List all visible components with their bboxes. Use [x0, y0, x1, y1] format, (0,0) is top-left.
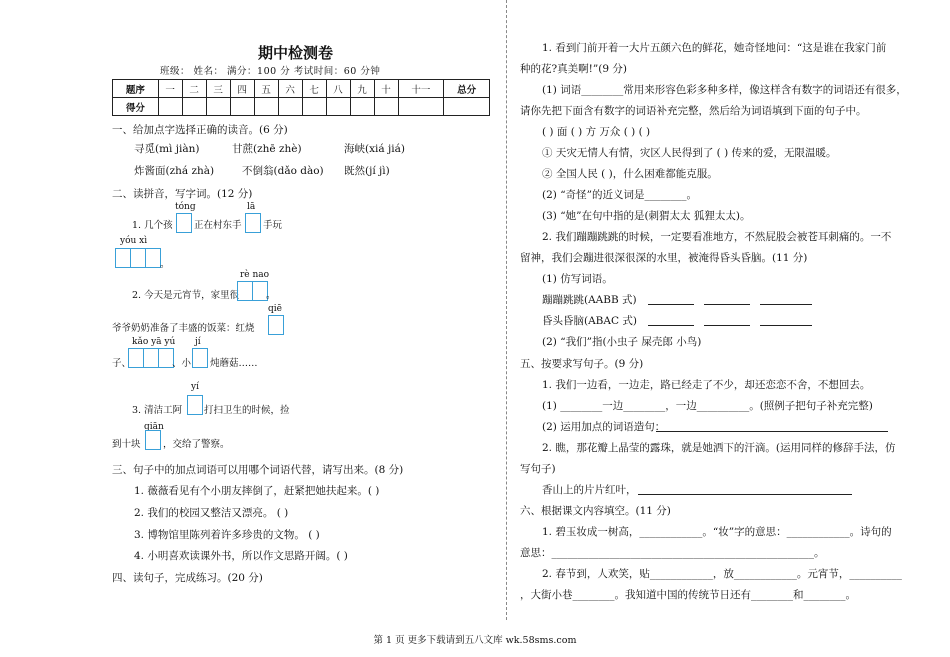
- writing-box-group[interactable]: [237, 281, 267, 301]
- passage-1: 1. 看到门前开着一大片五颜六色的鲜花，她奇怪地问：“这是谁在我家门前: [542, 42, 887, 54]
- q3-title: 三、句子中的加点词语可以用哪个词语代替，请写出来。(8 分): [112, 464, 404, 476]
- answer-line[interactable]: [704, 304, 750, 305]
- score-input[interactable]: [254, 98, 278, 116]
- q1-item: 不倒翁(dǎo dào): [242, 165, 324, 177]
- pinyin: qiē: [268, 304, 282, 314]
- q1-item: 炸酱面(zhá zhà): [134, 165, 215, 177]
- score-cell: 二: [182, 80, 206, 98]
- score-input[interactable]: [302, 98, 326, 116]
- answer-line[interactable]: [648, 325, 694, 326]
- answer-line[interactable]: [760, 304, 812, 305]
- question-text: 写句子): [520, 463, 556, 475]
- q2-text: 。: [266, 290, 276, 301]
- q3-item: 1. 薇薇看见有个小朋友摔倒了，赶紧把她扶起来。( ): [134, 485, 380, 497]
- score-input[interactable]: [230, 98, 254, 116]
- score-cell: 总分: [444, 80, 490, 98]
- q1-title: 一、给加点字选择正确的读音。(6 分): [112, 124, 288, 136]
- fill-sentence[interactable]: ① 天灾无情人有情，灾区人民得到了 ( ) 传来的爱，无限温暖。: [542, 147, 837, 159]
- page-title: 期中检测卷: [258, 44, 334, 62]
- q2-text: 3. 清洁工阿: [132, 405, 183, 416]
- fill-sentence[interactable]: ② 全国人民 ( )，什么困难都能克服。: [542, 168, 718, 180]
- q1-item: 既然(jí jì): [344, 165, 390, 177]
- question-text[interactable]: (3) “她”在句中指的是(刺猬太太 狐狸太太)。: [542, 210, 751, 222]
- question-text[interactable]: 1. 碧玉妆成一树高，____________。“妆”字的意思：____________。诗句的: [542, 526, 892, 538]
- answer-line[interactable]: [648, 304, 694, 305]
- q2-text: 手玩: [263, 220, 283, 231]
- q3-item: 3. 博物馆里陈列着许多珍贵的文物。 ( ): [134, 529, 320, 541]
- question-text: 2. 瞧，那花瓣上晶莹的露珠，就是她洒下的汗滴。(运用同样的修辞手法，仿: [542, 442, 896, 454]
- q2-text: 2. 今天是元宵节，家里很: [132, 290, 240, 301]
- score-input[interactable]: [206, 98, 230, 116]
- score-input[interactable]: [278, 98, 302, 116]
- question-text[interactable]: 意思：__________________________________________________。: [520, 547, 825, 559]
- question-text[interactable]: (1) ________一边________，一边__________。(照例子把句子补充完整): [542, 400, 873, 412]
- q6-title: 六、根据课文内容填空。(11 分): [520, 505, 671, 517]
- passage-1: 种的花?真美啊!”(9 分): [520, 63, 627, 75]
- q3-item: 4. 小明喜欢读课外书，所以作文思路开阔。( ): [134, 550, 348, 562]
- score-label: 得分: [113, 98, 159, 116]
- writing-box[interactable]: [268, 315, 284, 335]
- answer-line[interactable]: [656, 431, 888, 432]
- q1-item: 甘蔗(zhē zhè): [232, 143, 302, 155]
- score-cell: 题序: [113, 80, 159, 98]
- q2-text: 正在村东手: [194, 220, 242, 231]
- q2-text: 。: [160, 259, 170, 270]
- fill-blank[interactable]: ( ) 面 ( ) 方 万众 ( ) ( ): [542, 126, 651, 138]
- imitation-label: 蹦蹦跳跳(AABB 式): [542, 294, 637, 306]
- answer-line[interactable]: [704, 325, 750, 326]
- score-table: [112, 79, 490, 116]
- column-divider: [506, 0, 507, 620]
- question-text: 请你先把下面含有数字的词语补充完整，然后给为词语填到下面的句子中。: [520, 105, 867, 117]
- pinyin: jí: [195, 337, 201, 347]
- score-cell: 十: [374, 80, 398, 98]
- pinyin: rè nao: [240, 270, 270, 280]
- writing-box-group[interactable]: [128, 348, 173, 368]
- question-text: (1) 词语________常用来形容色彩多种多样，像这样含有数字的词语还有很多，: [542, 84, 907, 96]
- question-text: 香山上的片片红叶，: [542, 484, 637, 496]
- q2-text: 爷爷奶奶准备了丰盛的饭菜：红烧: [112, 323, 255, 334]
- score-cell: 六: [278, 80, 302, 98]
- q1-item: 寻觅(mì jiàn): [134, 143, 200, 155]
- score-input[interactable]: [374, 98, 398, 116]
- score-input[interactable]: [158, 98, 182, 116]
- pinyin: lā: [247, 202, 256, 212]
- q4-title: 四、读句子，完成练习。(20 分): [112, 572, 263, 584]
- question-text: 1. 我们一边看，一边走，路已经走了不少，却还恋恋不舍，不想回去。: [542, 379, 871, 391]
- pinyin: yóu xì: [120, 236, 148, 246]
- writing-box[interactable]: [187, 395, 203, 415]
- score-cell: 九: [350, 80, 374, 98]
- answer-line[interactable]: [638, 494, 852, 495]
- q2-text: 炖蘑菇……: [210, 358, 258, 369]
- writing-box[interactable]: [245, 213, 261, 233]
- page-footer: 第 1 页 更多下载请到五八文库 wk.58sms.com: [373, 635, 577, 646]
- question-text: (2) 运用加点的词语造句：: [542, 421, 666, 433]
- score-cell: 八: [326, 80, 350, 98]
- pinyin: kǎo yā yú: [132, 337, 176, 347]
- q2-title: 二、读拼音，写字词。(12 分): [112, 188, 253, 200]
- score-cell: 四: [230, 80, 254, 98]
- question-text[interactable]: (2) “我们”指(小虫子 屎壳郎 小鸟): [542, 336, 702, 348]
- imitation-label: 昏头昏脑(ABAC 式): [542, 315, 637, 327]
- score-cell: 三: [206, 80, 230, 98]
- q2-text: 1. 几个孩: [132, 220, 173, 231]
- writing-box[interactable]: [176, 213, 192, 233]
- score-cell: 十一: [398, 80, 444, 98]
- pinyin: yí: [191, 382, 199, 392]
- pinyin: qiān: [144, 422, 164, 432]
- exam-info: 班级： 姓名： 满分：100 分 考试时间：60 分钟: [160, 66, 381, 77]
- score-table-score-row: [113, 98, 490, 116]
- score-cell: 五: [254, 80, 278, 98]
- q2-text: 到十块: [112, 439, 141, 450]
- question-text[interactable]: ，大街小巷________。我知道中国的传统节日还有________和________。: [520, 589, 856, 601]
- pinyin: tóng: [175, 202, 196, 212]
- question-text: (1) 仿写词语。: [542, 273, 613, 285]
- passage-2: 留神，我们会蹦进很深很深的水里，被淹得昏头昏脑。(11 分): [520, 252, 808, 264]
- question-text[interactable]: (2) “奇怪”的近义词是________。: [542, 189, 697, 201]
- writing-box-group[interactable]: [115, 248, 160, 268]
- answer-line[interactable]: [760, 325, 812, 326]
- q5-title: 五、按要求写句子。(9 分): [520, 358, 644, 370]
- q2-text: 子、: [112, 358, 132, 369]
- q1-item: 海峡(xiá jiá): [344, 143, 405, 155]
- question-text[interactable]: 2. 春节到，人欢笑，贴____________，放____________。元宵节，__________: [542, 568, 902, 580]
- score-cell: 一: [158, 80, 182, 98]
- score-cell: 七: [302, 80, 326, 98]
- score-input[interactable]: [182, 98, 206, 116]
- passage-2: 2. 我们蹦蹦跳跳的时候，一定要看准地方，不然屁股会被苍耳刺痛的。一不: [542, 231, 892, 243]
- score-input[interactable]: [350, 98, 374, 116]
- score-input[interactable]: [398, 98, 444, 116]
- q2-text: 、小: [172, 358, 192, 369]
- q3-item: 2. 我们的校园又整洁又漂亮。 ( ): [134, 507, 289, 519]
- score-input[interactable]: [326, 98, 350, 116]
- writing-box[interactable]: [145, 430, 161, 450]
- score-input[interactable]: [444, 98, 490, 116]
- q2-text: 打扫卫生的时候，捡: [204, 405, 290, 416]
- writing-box[interactable]: [192, 348, 208, 368]
- score-table-header-row: [113, 80, 490, 98]
- q2-text: ，交给了警察。: [163, 439, 230, 450]
